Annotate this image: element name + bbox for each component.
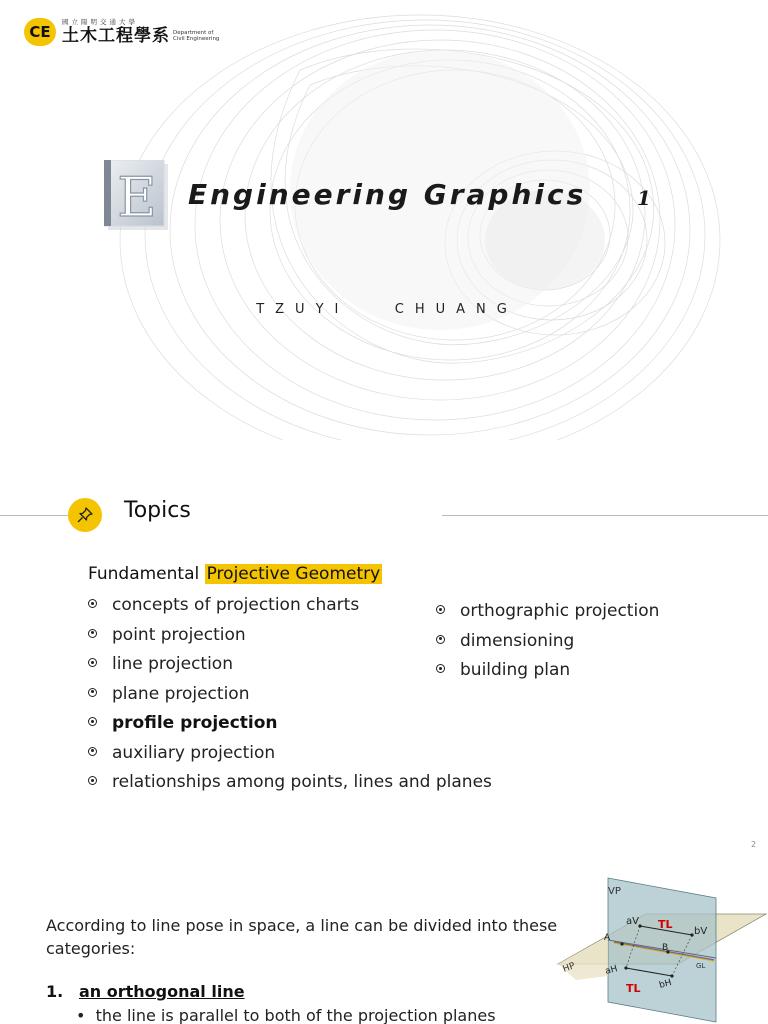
logo-university-name: 國立陽明交通大學 [62, 18, 138, 26]
true-length-label-top: TL [658, 918, 673, 931]
logo-department-english-line1: Department of [173, 29, 214, 36]
list-item-text: building plan [460, 660, 571, 680]
bullet-icon [88, 629, 97, 638]
title-initial-e-icon [104, 160, 170, 232]
category-bullet [76, 1006, 496, 1024]
list-item [88, 594, 492, 624]
point-a-vertical-label: aV [626, 916, 639, 927]
point-a-label: A [604, 933, 611, 943]
topics-slide [0, 444, 768, 864]
list-item [88, 771, 492, 801]
list-item [88, 683, 492, 713]
subtitle-plain-text: Fundamental [88, 564, 205, 584]
heading-rule-left [0, 515, 68, 516]
list-item-text: auxiliary projection [112, 742, 276, 763]
bullet-icon [88, 599, 97, 608]
logo-department-english [173, 30, 219, 43]
list-item-text: plane projection [112, 683, 250, 704]
category-heading [46, 982, 245, 1001]
category-title: an orthogonal line [79, 982, 245, 1001]
topics-heading: Topics [124, 498, 191, 523]
presentation-title-number: 1 [637, 186, 651, 210]
page-number: 2 [751, 840, 757, 849]
title-initial-letter: E [117, 166, 157, 229]
projection-planes-diagram [556, 876, 768, 1024]
topics-list-right [436, 600, 659, 689]
logo-badge: CE [24, 18, 56, 46]
bullet-icon [436, 664, 445, 673]
topics-list-left [88, 594, 492, 801]
point-b-vertical-label: bV [694, 926, 708, 937]
list-item [88, 742, 492, 772]
bullet-icon [88, 776, 97, 785]
heading-rule-right [442, 515, 768, 516]
list-item-text: relationships among points, lines and planes [112, 772, 492, 792]
gl-label: GL [696, 962, 706, 970]
bullet-icon [436, 635, 445, 644]
logo-text [62, 18, 219, 46]
point-b-label: B [662, 943, 669, 953]
list-item-text: point projection [112, 624, 246, 645]
title-slide [0, 0, 768, 440]
topics-subtitle [88, 564, 382, 584]
bullet-dot: • [76, 1006, 96, 1024]
bullet-icon [88, 747, 97, 756]
vp-label: VP [608, 886, 621, 897]
logo-department-name: 土木工程學系 [62, 26, 170, 46]
list-item [436, 630, 659, 660]
logo-department-english-line2: Civil Engineering [173, 36, 220, 42]
list-item [88, 653, 492, 683]
list-item-current [88, 712, 492, 742]
list-item-text: profile projection [112, 713, 278, 733]
bullet-icon [88, 688, 97, 697]
list-item [436, 600, 659, 630]
line-categories-slide [0, 868, 768, 1024]
list-item-text: dimensioning [460, 630, 575, 651]
intro-paragraph: According to line pose in space, a line can be divided into these categories: [46, 916, 558, 958]
point-b-horizontal-label: bH [658, 978, 673, 991]
list-item [88, 624, 492, 654]
department-logo [24, 18, 219, 46]
presentation-title: Engineering Graphics [188, 178, 587, 211]
category-bullet-text: the line is parallel to both of the projection planes [95, 1006, 496, 1024]
category-number: 1. [46, 982, 64, 1001]
subtitle-highlight-text: Projective Geometry [206, 564, 381, 584]
bullet-icon [436, 605, 445, 614]
list-item [436, 659, 659, 689]
bullet-icon [88, 658, 97, 667]
list-item-text: concepts of projection charts [112, 595, 360, 615]
bullet-icon [88, 717, 97, 726]
author-name: TZUYI CHUANG [256, 302, 518, 317]
true-length-label-bottom: TL [626, 982, 641, 995]
list-item-text: line projection [112, 654, 233, 674]
logo-department-row [62, 26, 219, 46]
list-item-text: orthographic projection [460, 601, 660, 621]
hp-label: HP [561, 961, 577, 975]
pushpin-icon [68, 498, 102, 532]
point-a-horizontal-label: aH [604, 964, 619, 977]
